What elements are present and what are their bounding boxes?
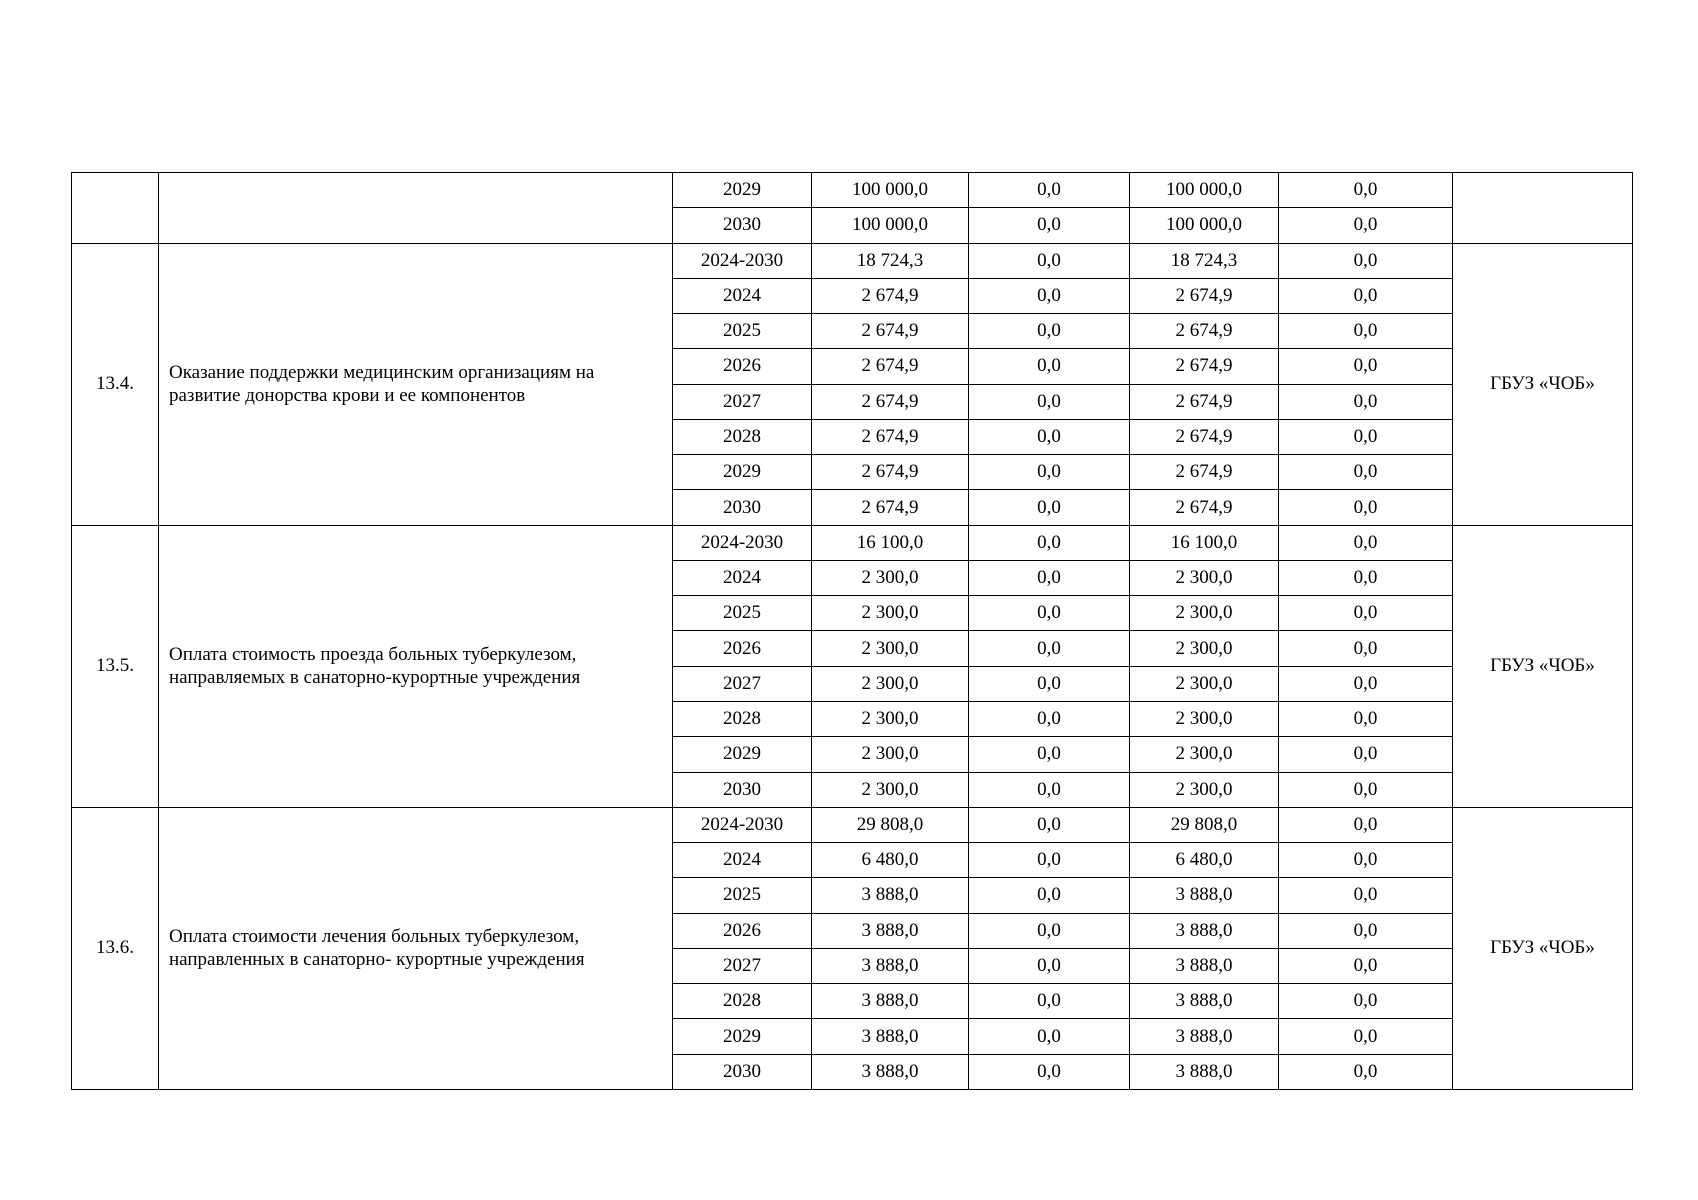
period-cell: 2024 xyxy=(673,560,812,595)
regional-cell: 2 674,9 xyxy=(1130,384,1279,419)
other-cell: 0,0 xyxy=(1279,490,1453,525)
regional-cell: 18 724,3 xyxy=(1130,243,1279,278)
total-cell: 6 480,0 xyxy=(812,843,969,878)
federal-cell: 0,0 xyxy=(969,1019,1130,1054)
item-name-line: Оплата стоимости лечения больных туберкулезом, xyxy=(169,926,580,948)
regional-cell: 2 300,0 xyxy=(1130,772,1279,807)
total-cell: 100 000,0 xyxy=(812,173,969,208)
period-cell: 2030 xyxy=(673,490,812,525)
total-cell: 2 300,0 xyxy=(812,560,969,595)
federal-cell: 0,0 xyxy=(969,278,1130,313)
total-cell: 2 674,9 xyxy=(812,314,969,349)
other-cell: 0,0 xyxy=(1279,384,1453,419)
period-cell: 2024 xyxy=(673,843,812,878)
period-cell: 2026 xyxy=(673,349,812,384)
other-cell: 0,0 xyxy=(1279,173,1453,208)
table-row xyxy=(72,525,1633,560)
total-cell: 18 724,3 xyxy=(812,243,969,278)
federal-cell: 0,0 xyxy=(969,243,1130,278)
executor-cell: ГБУЗ «ЧОБ» xyxy=(1453,525,1633,807)
period-cell: 2027 xyxy=(673,666,812,701)
total-cell: 2 300,0 xyxy=(812,596,969,631)
total-cell: 2 674,9 xyxy=(812,455,969,490)
period-cell: 2026 xyxy=(673,913,812,948)
period-cell: 2025 xyxy=(673,596,812,631)
federal-cell: 0,0 xyxy=(969,948,1130,983)
period-cell: 2026 xyxy=(673,631,812,666)
total-cell: 2 300,0 xyxy=(812,631,969,666)
total-cell: 3 888,0 xyxy=(812,984,969,1019)
federal-cell: 0,0 xyxy=(969,490,1130,525)
total-cell: 3 888,0 xyxy=(812,913,969,948)
federal-cell: 0,0 xyxy=(969,913,1130,948)
executor-cell: ГБУЗ «ЧОБ» xyxy=(1453,243,1633,525)
total-cell: 2 674,9 xyxy=(812,384,969,419)
total-cell: 3 888,0 xyxy=(812,878,969,913)
federal-cell: 0,0 xyxy=(969,596,1130,631)
item-number-cell xyxy=(72,173,159,244)
other-cell: 0,0 xyxy=(1279,208,1453,243)
other-cell: 0,0 xyxy=(1279,596,1453,631)
total-cell: 2 300,0 xyxy=(812,737,969,772)
federal-cell: 0,0 xyxy=(969,349,1130,384)
regional-cell: 2 674,9 xyxy=(1130,278,1279,313)
federal-cell: 0,0 xyxy=(969,455,1130,490)
table-row xyxy=(72,243,1633,278)
federal-cell: 0,0 xyxy=(969,984,1130,1019)
federal-cell: 0,0 xyxy=(969,208,1130,243)
total-cell: 2 674,9 xyxy=(812,349,969,384)
item-name-cell xyxy=(159,243,673,525)
table-row xyxy=(72,807,1633,842)
federal-cell: 0,0 xyxy=(969,173,1130,208)
federal-cell: 0,0 xyxy=(969,525,1130,560)
regional-cell: 29 808,0 xyxy=(1130,807,1279,842)
federal-cell: 0,0 xyxy=(969,807,1130,842)
federal-cell: 0,0 xyxy=(969,843,1130,878)
table-body xyxy=(72,173,1633,1090)
other-cell: 0,0 xyxy=(1279,278,1453,313)
federal-cell: 0,0 xyxy=(969,384,1130,419)
regional-cell: 16 100,0 xyxy=(1130,525,1279,560)
total-cell: 100 000,0 xyxy=(812,208,969,243)
regional-cell: 2 674,9 xyxy=(1130,490,1279,525)
regional-cell: 2 300,0 xyxy=(1130,631,1279,666)
period-cell: 2024-2030 xyxy=(673,243,812,278)
item-name-cell xyxy=(159,173,673,244)
regional-cell: 2 674,9 xyxy=(1130,419,1279,454)
other-cell: 0,0 xyxy=(1279,525,1453,560)
regional-cell: 2 674,9 xyxy=(1130,455,1279,490)
other-cell: 0,0 xyxy=(1279,807,1453,842)
federal-cell: 0,0 xyxy=(969,701,1130,736)
total-cell: 2 674,9 xyxy=(812,490,969,525)
period-cell: 2029 xyxy=(673,737,812,772)
period-cell: 2029 xyxy=(673,1019,812,1054)
period-cell: 2029 xyxy=(673,173,812,208)
item-number-cell: 13.4. xyxy=(72,243,159,525)
federal-cell: 0,0 xyxy=(969,419,1130,454)
total-cell: 16 100,0 xyxy=(812,525,969,560)
item-name-line: развитие донорства крови и ее компонентов xyxy=(169,385,526,407)
regional-cell: 3 888,0 xyxy=(1130,913,1279,948)
other-cell: 0,0 xyxy=(1279,737,1453,772)
regional-cell: 2 674,9 xyxy=(1130,349,1279,384)
other-cell: 0,0 xyxy=(1279,666,1453,701)
other-cell: 0,0 xyxy=(1279,560,1453,595)
period-cell: 2030 xyxy=(673,1054,812,1089)
regional-cell: 3 888,0 xyxy=(1130,1019,1279,1054)
federal-cell: 0,0 xyxy=(969,772,1130,807)
regional-cell: 3 888,0 xyxy=(1130,1054,1279,1089)
regional-cell: 2 300,0 xyxy=(1130,737,1279,772)
federal-cell: 0,0 xyxy=(969,631,1130,666)
federal-cell: 0,0 xyxy=(969,314,1130,349)
item-name-cell xyxy=(159,807,673,1089)
other-cell: 0,0 xyxy=(1279,631,1453,666)
period-cell: 2024 xyxy=(673,278,812,313)
other-cell: 0,0 xyxy=(1279,1054,1453,1089)
total-cell: 2 300,0 xyxy=(812,701,969,736)
period-cell: 2030 xyxy=(673,208,812,243)
item-number-cell: 13.6. xyxy=(72,807,159,1089)
federal-cell: 0,0 xyxy=(969,560,1130,595)
other-cell: 0,0 xyxy=(1279,843,1453,878)
regional-cell: 2 674,9 xyxy=(1130,314,1279,349)
funding-table xyxy=(71,172,1633,1090)
regional-cell: 3 888,0 xyxy=(1130,878,1279,913)
item-name-line: Оказание поддержки медицинским организациям на xyxy=(169,362,595,384)
total-cell: 29 808,0 xyxy=(812,807,969,842)
period-cell: 2029 xyxy=(673,455,812,490)
other-cell: 0,0 xyxy=(1279,984,1453,1019)
other-cell: 0,0 xyxy=(1279,948,1453,983)
executor-cell xyxy=(1453,173,1633,244)
period-cell: 2025 xyxy=(673,314,812,349)
regional-cell: 2 300,0 xyxy=(1130,666,1279,701)
regional-cell: 2 300,0 xyxy=(1130,596,1279,631)
regional-cell: 3 888,0 xyxy=(1130,948,1279,983)
regional-cell: 6 480,0 xyxy=(1130,843,1279,878)
regional-cell: 2 300,0 xyxy=(1130,701,1279,736)
period-cell: 2028 xyxy=(673,701,812,736)
other-cell: 0,0 xyxy=(1279,1019,1453,1054)
regional-cell: 100 000,0 xyxy=(1130,173,1279,208)
federal-cell: 0,0 xyxy=(969,1054,1130,1089)
total-cell: 2 674,9 xyxy=(812,278,969,313)
table-row xyxy=(72,173,1633,208)
period-cell: 2024-2030 xyxy=(673,807,812,842)
item-number-cell: 13.5. xyxy=(72,525,159,807)
other-cell: 0,0 xyxy=(1279,772,1453,807)
total-cell: 2 674,9 xyxy=(812,419,969,454)
period-cell: 2027 xyxy=(673,384,812,419)
total-cell: 2 300,0 xyxy=(812,772,969,807)
other-cell: 0,0 xyxy=(1279,701,1453,736)
total-cell: 3 888,0 xyxy=(812,1054,969,1089)
item-name-line: направленных в санаторно- курортные учреждения xyxy=(169,949,585,971)
regional-cell: 100 000,0 xyxy=(1130,208,1279,243)
regional-cell: 3 888,0 xyxy=(1130,984,1279,1019)
federal-cell: 0,0 xyxy=(969,666,1130,701)
other-cell: 0,0 xyxy=(1279,419,1453,454)
total-cell: 3 888,0 xyxy=(812,1019,969,1054)
executor-cell: ГБУЗ «ЧОБ» xyxy=(1453,807,1633,1089)
federal-cell: 0,0 xyxy=(969,878,1130,913)
other-cell: 0,0 xyxy=(1279,314,1453,349)
federal-cell: 0,0 xyxy=(969,737,1130,772)
total-cell: 3 888,0 xyxy=(812,948,969,983)
other-cell: 0,0 xyxy=(1279,349,1453,384)
other-cell: 0,0 xyxy=(1279,243,1453,278)
other-cell: 0,0 xyxy=(1279,913,1453,948)
total-cell: 2 300,0 xyxy=(812,666,969,701)
period-cell: 2028 xyxy=(673,419,812,454)
item-name-cell xyxy=(159,525,673,807)
other-cell: 0,0 xyxy=(1279,878,1453,913)
period-cell: 2024-2030 xyxy=(673,525,812,560)
period-cell: 2028 xyxy=(673,984,812,1019)
period-cell: 2027 xyxy=(673,948,812,983)
item-name-line: Оплата стоимость проезда больных туберкулезом, xyxy=(169,644,577,666)
period-cell: 2025 xyxy=(673,878,812,913)
other-cell: 0,0 xyxy=(1279,455,1453,490)
regional-cell: 2 300,0 xyxy=(1130,560,1279,595)
item-name-line: направляемых в санаторно-курортные учреждения xyxy=(169,667,581,689)
period-cell: 2030 xyxy=(673,772,812,807)
